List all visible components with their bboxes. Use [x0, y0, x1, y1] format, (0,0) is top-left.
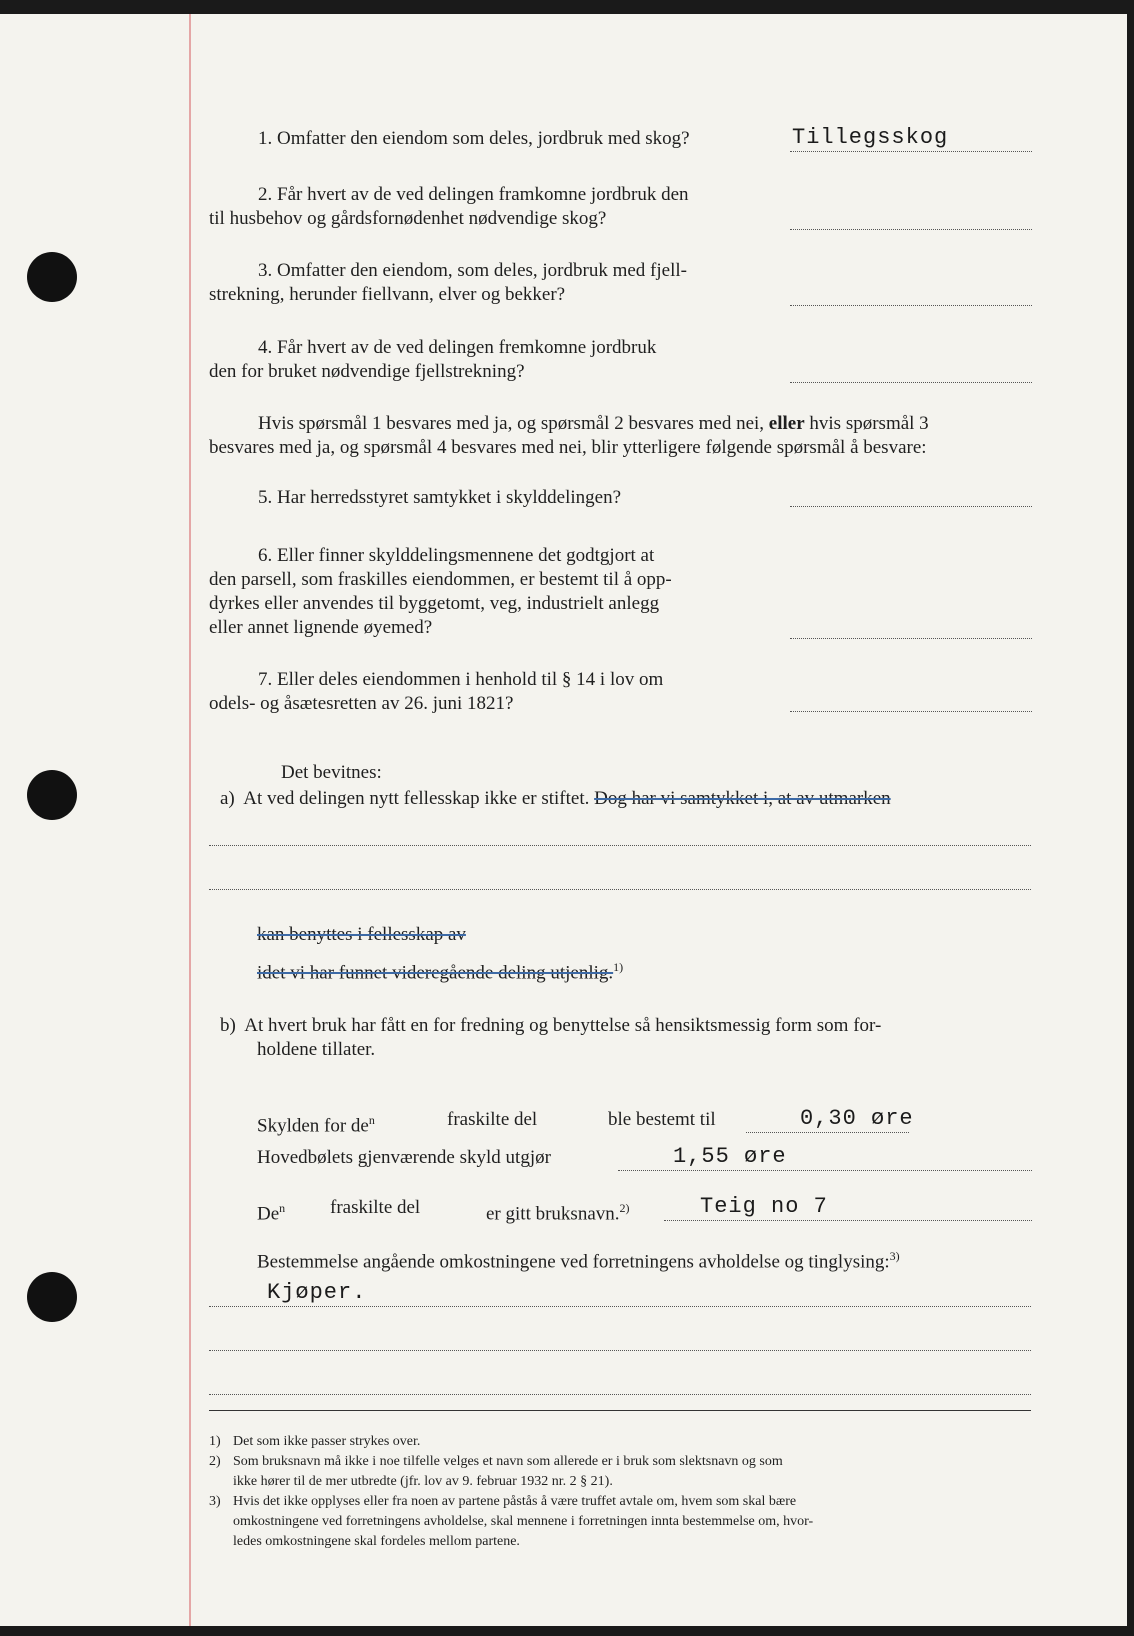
answer-line	[790, 229, 1032, 230]
punch-hole	[27, 252, 77, 302]
footnote-2: Som bruksnavn må ikke i noe tilfelle velges et navn som allerede er i bruk som slektsnavn og som	[233, 1454, 783, 1469]
answer-line	[790, 382, 1032, 383]
question-3-cont: strekning, herunder fiellvann, elver og bekker?	[209, 284, 566, 305]
blank-line	[209, 889, 1031, 890]
document-page	[0, 14, 1127, 1626]
punch-hole	[27, 1272, 77, 1322]
skyld-row-3-bruksnavn: er gitt bruksnavn.$^{2)}$	[486, 1201, 630, 1225]
question-6-cont: den parsell, som fraskilles eiendommen, er bestemt til å opp-	[209, 569, 672, 590]
question-4: 4. Får hvert av de ved delingen fremkomne jordbruk	[258, 337, 657, 358]
punch-hole	[27, 770, 77, 820]
footnote-1: Det som ikke passer strykes over.	[233, 1434, 421, 1449]
bruksnavn-value: Teig no 7	[700, 1194, 828, 1219]
answer-line	[790, 638, 1032, 639]
conditional-text-cont: besvares med ja, og spørsmål 4 besvares med nei, blir ytterligere følgende spørsmål å besvare:	[209, 437, 927, 458]
skyld-row-1-label: Skylden for $de^n$	[257, 1113, 375, 1137]
answer-line	[790, 711, 1032, 712]
answer-line	[664, 1220, 1032, 1221]
question-2: 2. Får hvert av de ved delingen framkomne jordbruk den	[258, 184, 689, 205]
footnote-3-cont: omkostningene ved forretningens avholdelse, skal mennene i forretningen innta bestemmelse om, hvor-	[233, 1514, 814, 1529]
blank-line	[209, 1394, 1031, 1395]
question-4-cont: den for bruket nødvendige fjellstrekning?	[209, 361, 525, 382]
blank-line	[209, 845, 1031, 846]
answer-line	[790, 305, 1032, 306]
blank-line	[209, 1350, 1031, 1351]
question-7: 7. Eller deles eiendommen i henhold til § 14 i lov om	[258, 669, 664, 690]
question-2-cont: til husbehov og gårdsfornødenhet nødvendige skog?	[209, 208, 607, 229]
footnote-3-cont: ledes omkostningene skal fordeles mellom partene.	[233, 1534, 520, 1549]
answer-line	[618, 1170, 1032, 1171]
answer-line	[790, 506, 1032, 507]
hovedbol-value: 1,55 øre	[673, 1144, 787, 1169]
question-6-cont: dyrkes eller anvendes til byggetomt, veg, industrielt anlegg	[209, 593, 660, 614]
question-6-cont: eller annet lignende øyemed?	[209, 617, 433, 638]
footnote-rule	[209, 1410, 1031, 1411]
skyld-row-2-label: Hovedbølets gjenværende skyld utgjør	[257, 1147, 551, 1168]
attest-b: b) At hvert bruk har fått en for fredning og benyttelse så hensiktsmessig form som for-	[220, 1015, 882, 1036]
footnote-2-mark: 2)	[209, 1454, 221, 1469]
question-3: 3. Omfatter den eiendom, som deles, jordbruk med fjell-	[258, 260, 687, 281]
attest-b-cont: holdene tillater.	[257, 1039, 376, 1060]
question-6: 6. Eller finner skylddelingsmennene det godtgjort at	[258, 545, 655, 566]
answer-line	[746, 1132, 909, 1133]
attest-a: a) At ved delingen nytt fellesskap ikke er stiftet. Dog har vi samtykket i, at av utmarken	[220, 788, 891, 809]
skyld-row-3-label: De$^n$	[257, 1201, 286, 1225]
skyld-value: 0,30 øre	[800, 1106, 914, 1131]
omkostninger-value: Kjøper.	[267, 1280, 367, 1305]
skyld-row-1-del: fraskilte del	[447, 1109, 538, 1130]
skyld-row-1-bestemt: ble bestemt til	[608, 1109, 716, 1130]
skyld-row-4-label: Bestemmelse angående omkostningene ved forretningens avholdelse og tinglysing:$^{3)}$	[257, 1249, 900, 1273]
question-1: 1. Omfatter den eiendom som deles, jordbruk med skog?	[258, 128, 690, 149]
question-5: 5. Har herredsstyret samtykket i skylddelingen?	[258, 487, 622, 508]
footnote-3: Hvis det ikke opplyses eller fra noen av partene påstås å være truffet avtale om, hvem som skal bære	[233, 1494, 797, 1509]
margin-line	[189, 14, 191, 1626]
footnote-2-cont: ikke hører til de mer utbredte (jfr. lov av 9. februar 1932 nr. 2 § 21).	[233, 1474, 613, 1489]
footnote-3-mark: 3)	[209, 1494, 221, 1509]
struck-line-1: kan benyttes i fellesskap av	[257, 924, 466, 945]
skyld-row-3-del: fraskilte del	[330, 1197, 421, 1218]
struck-line-2: idet vi har funnet videregående deling utjenlig.$^{1)}$	[257, 960, 624, 984]
answer-line	[790, 151, 1032, 152]
footnote-1-mark: 1)	[209, 1434, 221, 1449]
question-7-cont: odels- og åsætesretten av 26. juni 1821?	[209, 693, 514, 714]
answer-1: Tillegsskog	[792, 125, 949, 150]
conditional-text: Hvis spørsmål 1 besvares med ja, og spørsmål 2 besvares med nei, eller hvis spørsmål 3	[258, 413, 929, 434]
blank-line	[209, 1306, 1031, 1307]
attest-heading: Det bevitnes:	[281, 762, 382, 783]
